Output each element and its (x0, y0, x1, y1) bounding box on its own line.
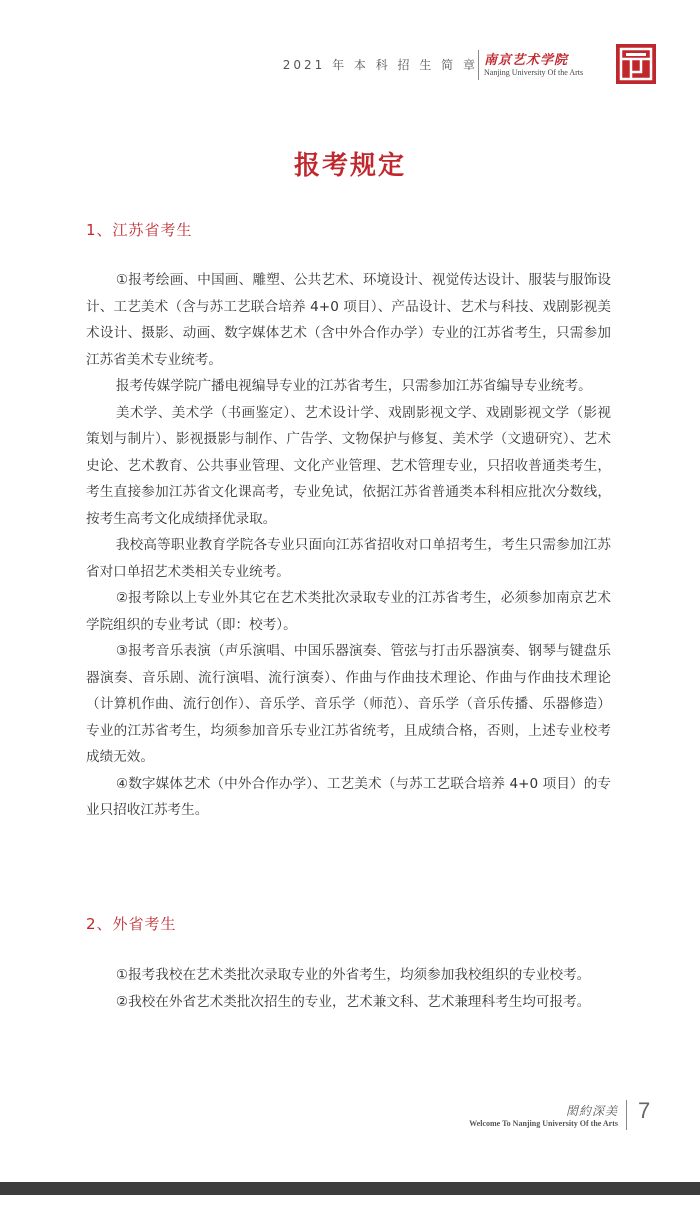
brochure-title: 2021 年 本 科 招 生 简 章 (282, 58, 478, 72)
school-name-en: Nanjing University Of the Arts (484, 68, 584, 77)
page-title: 报考规定 (293, 151, 406, 181)
paragraph: 我校高等职业教育学院各专业只面向江苏省招收对口单招考生，考生只需参加江苏省对口单招艺术类相关专业统考。 (86, 537, 611, 580)
paragraph: ②我校在外省艺术类批次招生的专业，艺术兼文科、艺术兼理科考生均可报考。 (115, 993, 591, 1010)
section-heading-other-provinces: 2、外省考生 (86, 915, 177, 933)
header-divider (478, 50, 479, 80)
paragraph: ④数字媒体艺术（中外合作办学）、工艺美术（与苏工艺联合培养 4+0 项目）的专业只招收江苏考生。 (86, 775, 611, 818)
paragraph: ③报考音乐表演（声乐演唱、中国乐器演奏、管弦与打击乐器演奏、钢琴与键盘乐器演奏、音乐剧、流行演唱、流行演奏）、作曲与作曲技术理论、作曲与作曲技术理论（计算机作曲、流行创作）、音乐学、音乐学（师范）、音乐学（音乐传播、乐器修造）专业的江苏省考生，均须参加音乐专业江苏省统考，且成绩合格，否则，上述专业校考成绩无效。 (86, 643, 611, 765)
bottom-bar (0, 1182, 700, 1195)
footer-slogan-cn: 閎約深美 (565, 1104, 618, 1118)
paragraph: 报考传媒学院广播电视编导专业的江苏省考生，只需参加江苏省编导专业统考。 (115, 378, 592, 394)
footer-slogan-en: Welcome To Nanjing University Of the Arts (469, 1119, 618, 1128)
section-body-jiangsu (86, 267, 611, 824)
paragraph: 美术学、美术学（书画鉴定）、艺术设计学、戏剧影视文学、戏剧影视文学（影视策划与制片）、影视摄影与制作、广告学、文物保护与修复、美术学（文遗研究）、艺术史论、艺术教育、公共事业管理、文化产业管理、艺术管理专业，只招收普通类考生，考生直接参加江苏省文化课高考，专业免试，依据江苏省普通类本科相应批次分数线，按考生高考文化成绩择优录取。 (86, 404, 611, 527)
footer-divider (626, 1100, 627, 1130)
paragraph: ①报考绘画、中国画、雕塑、公共艺术、环境设计、视觉传达设计、服装与服饰设计、工艺美术（含与苏工艺联合培养 4+0 项目）、产品设计、艺术与科技、戏剧影视美术设计、摄影、动画、数字媒体艺术（含中外合作办学）专业的江苏省考生，只需参加江苏省美术专业统考。 (86, 272, 611, 368)
section-body-other-provinces (86, 962, 611, 1015)
school-name-cn: 南京艺术学院 (484, 53, 569, 68)
page-number: 7 (638, 1098, 651, 1123)
page-header (0, 0, 700, 100)
paragraph: ②报考除以上专业外其它在艺术类批次录取专业的江苏省考生，必须参加南京艺术学院组织的专业考试（即：校考）。 (86, 590, 611, 633)
school-seal-icon (616, 44, 656, 84)
section-heading-jiangsu: 1、江苏省考生 (86, 221, 193, 239)
paragraph: ①报考我校在艺术类批次录取专业的外省考生，均须参加我校组织的专业校考。 (115, 967, 591, 983)
